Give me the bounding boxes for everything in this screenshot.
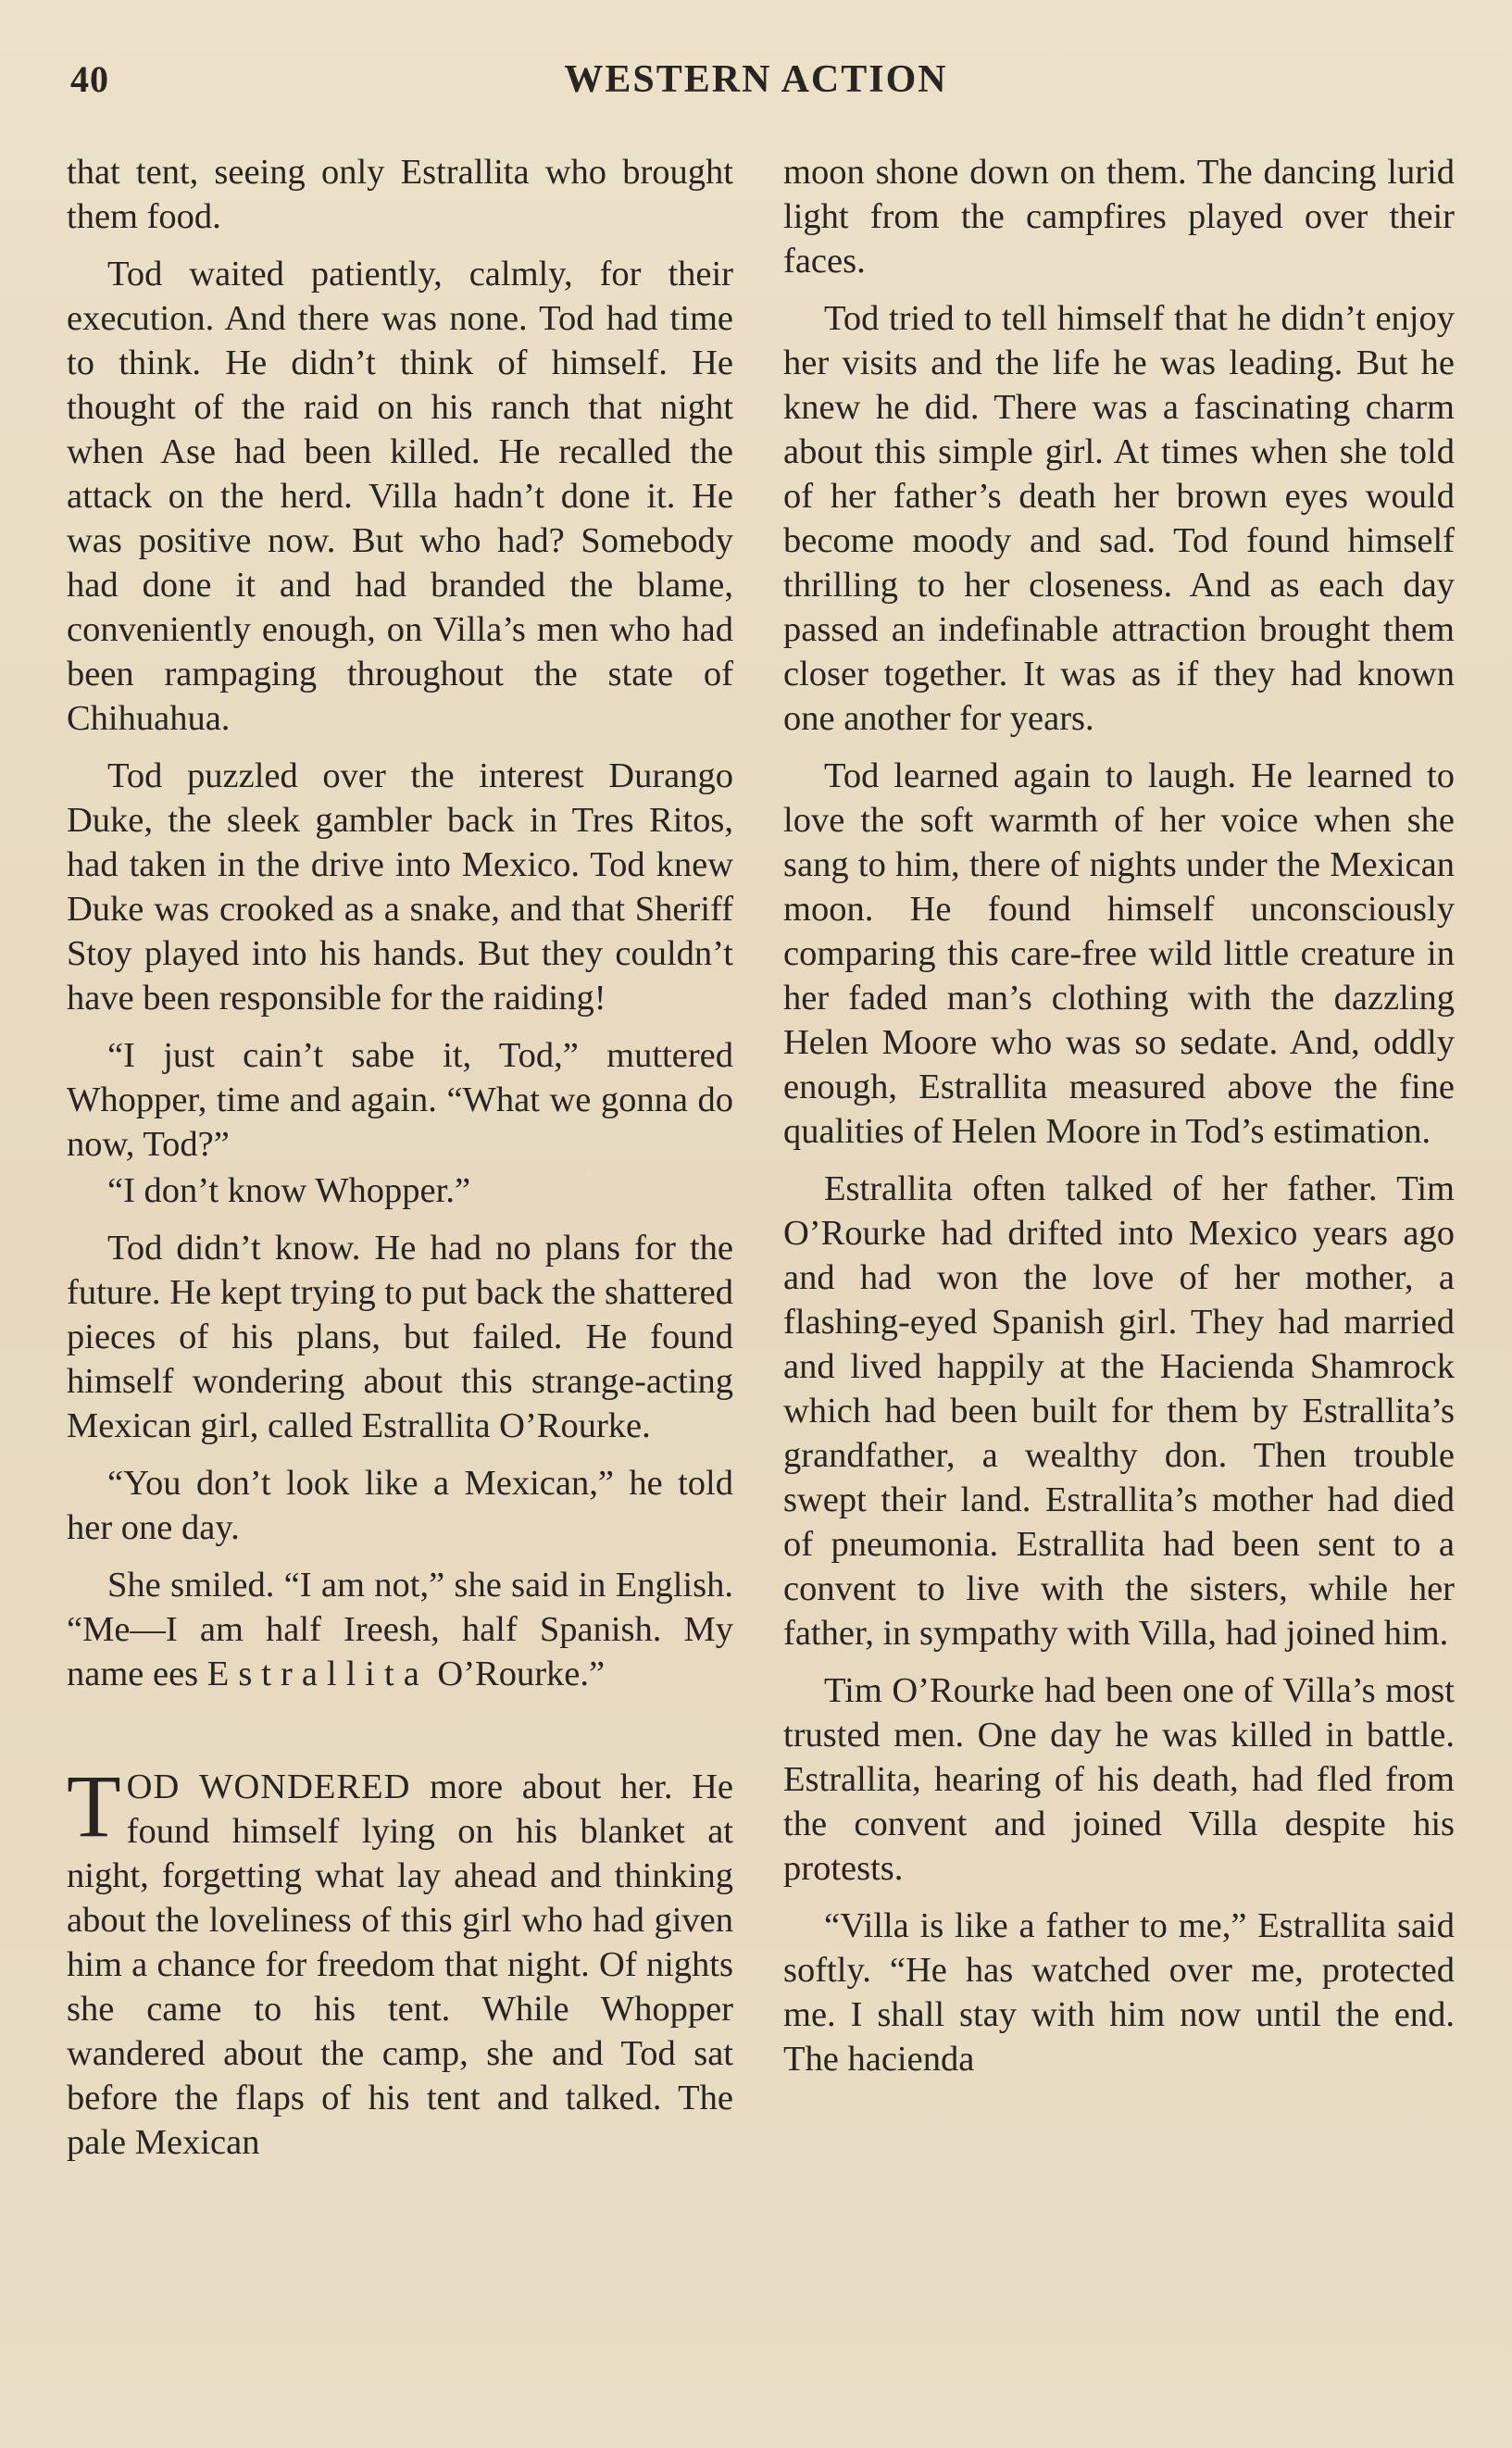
paragraph: Estrallita often talked of her father. Tim O’Rourke had drifted into Mexico years ago and had won the love of her mother, a flashing-eyed Spanish girl. They had married and lived happily at the Hacienda Shamrock which had been built for them by Estrallita’s grandfather, a wealthy don. Then trouble swept their land. Estrallita’s mother had died of pneumonia. Estrallita had been sent to a convent to live with the sisters, while her father, in sympathy with Villa, had joined him. (783, 1169, 1455, 1653)
lead-in-caps: OD WONDERED (126, 1767, 411, 1806)
paragraph-text: O’Rourke.” (428, 1655, 606, 1693)
paragraph: Tod puzzled over the interest Durango Duke, the sleek gambler back in Tres Ritos, had taken in the drive into Mexico. Tod knew Duke was crooked as a snake, and that Sheriff Stoy played into his hands. But they couldn’t have been responsible for the raiding! (67, 756, 733, 1018)
running-title: WESTERN ACTION (564, 58, 948, 101)
paragraph: moon shone down on them. The dancing lurid light from the campfires played over their faces. (783, 153, 1455, 281)
paragraph: “I just cain’t sabe it, Tod,” muttered Whopper, time and again. “What we gonna do now, Tod?” (67, 1036, 733, 1164)
paragraph-text: She smiled. “I am not,” she said in English. “Me—I am half Ireesh, half Spanish. My name ees (67, 1566, 733, 1693)
paragraph: “I don’t know Whopper.” (107, 1171, 471, 1210)
paragraph-text: more about her. He found himself lying on his blanket at night, forgetting what lay ahead and thinking about the loveliness of this girl who had given him a chance for freedom that night. Of nights she came to his tent. While Whopper wandered about the camp, she and Tod sat before the flaps of his tent and talked. The pale Mexican (67, 1767, 733, 2162)
right-column (783, 150, 1455, 2094)
page-number: 40 (70, 58, 109, 100)
paragraph: Tim O’Rourke had been one of Villa’s most trusted men. One day he was killed in battle. Estrallita, hearing of his death, had fled from the convent and joined Villa despite his protests. (783, 1671, 1455, 1888)
section-break (67, 1709, 733, 1765)
paragraph: “You don’t look like a Mexican,” he told her one day. (67, 1464, 733, 1547)
left-column (67, 150, 733, 2178)
spaced-name: Estrallita (206, 1655, 429, 1693)
paragraph: Tod didn’t know. He had no plans for the future. He kept trying to put back the shattered pieces of his plans, but failed. He found himself wondering about this strange-acting Mexican girl, called Estrallita O’Rourke. (67, 1229, 733, 1445)
paragraph: Tod tried to tell himself that he didn’t enjoy her visits and the life he was leading. But he knew he did. There was a fascinating charm about this simple girl. At times when she told of her father’s death her brown eyes would become moody and sad. Tod found himself thrilling to her closeness. And as each day passed an indefinable attraction brought them closer together. It was as if they had known one another for years. (783, 299, 1455, 738)
paragraph (67, 1756, 733, 2165)
paragraph: “Villa is like a father to me,” Estrallita said softly. “He has watched over me, protected me. I shall stay with him now until the end. The hacienda (783, 1906, 1455, 2079)
paragraph (67, 1563, 733, 1696)
paragraph: Tod waited patiently, calmly, for their execution. And there was none. Tod had time to think. He didn’t think of himself. He thought of the raid on his ranch that night when Ase had been killed. He recalled the attack on the herd. Villa hadn’t done it. He was positive now. But who had? Somebody had done it and had branded the blame, conveniently enough, on Villa’s men who had been rampaging throughout the state of Chihuahua. (67, 255, 733, 738)
paragraph: Tod learned again to laugh. He learned to love the soft warmth of her voice when she sang to him, there of nights under the Mexican moon. He found himself unconsciously comparing this care-free wild little creature in her faded man’s clothing with the dazzling Helen Moore who was so sedate. And, oddly enough, Estrallita measured above the fine qualities of Helen Moore in Tod’s estimation. (783, 756, 1455, 1151)
page-header (0, 57, 1512, 113)
drop-cap: T (67, 1756, 121, 1855)
paragraph: that tent, seeing only Estrallita who brought them food. (67, 153, 733, 236)
